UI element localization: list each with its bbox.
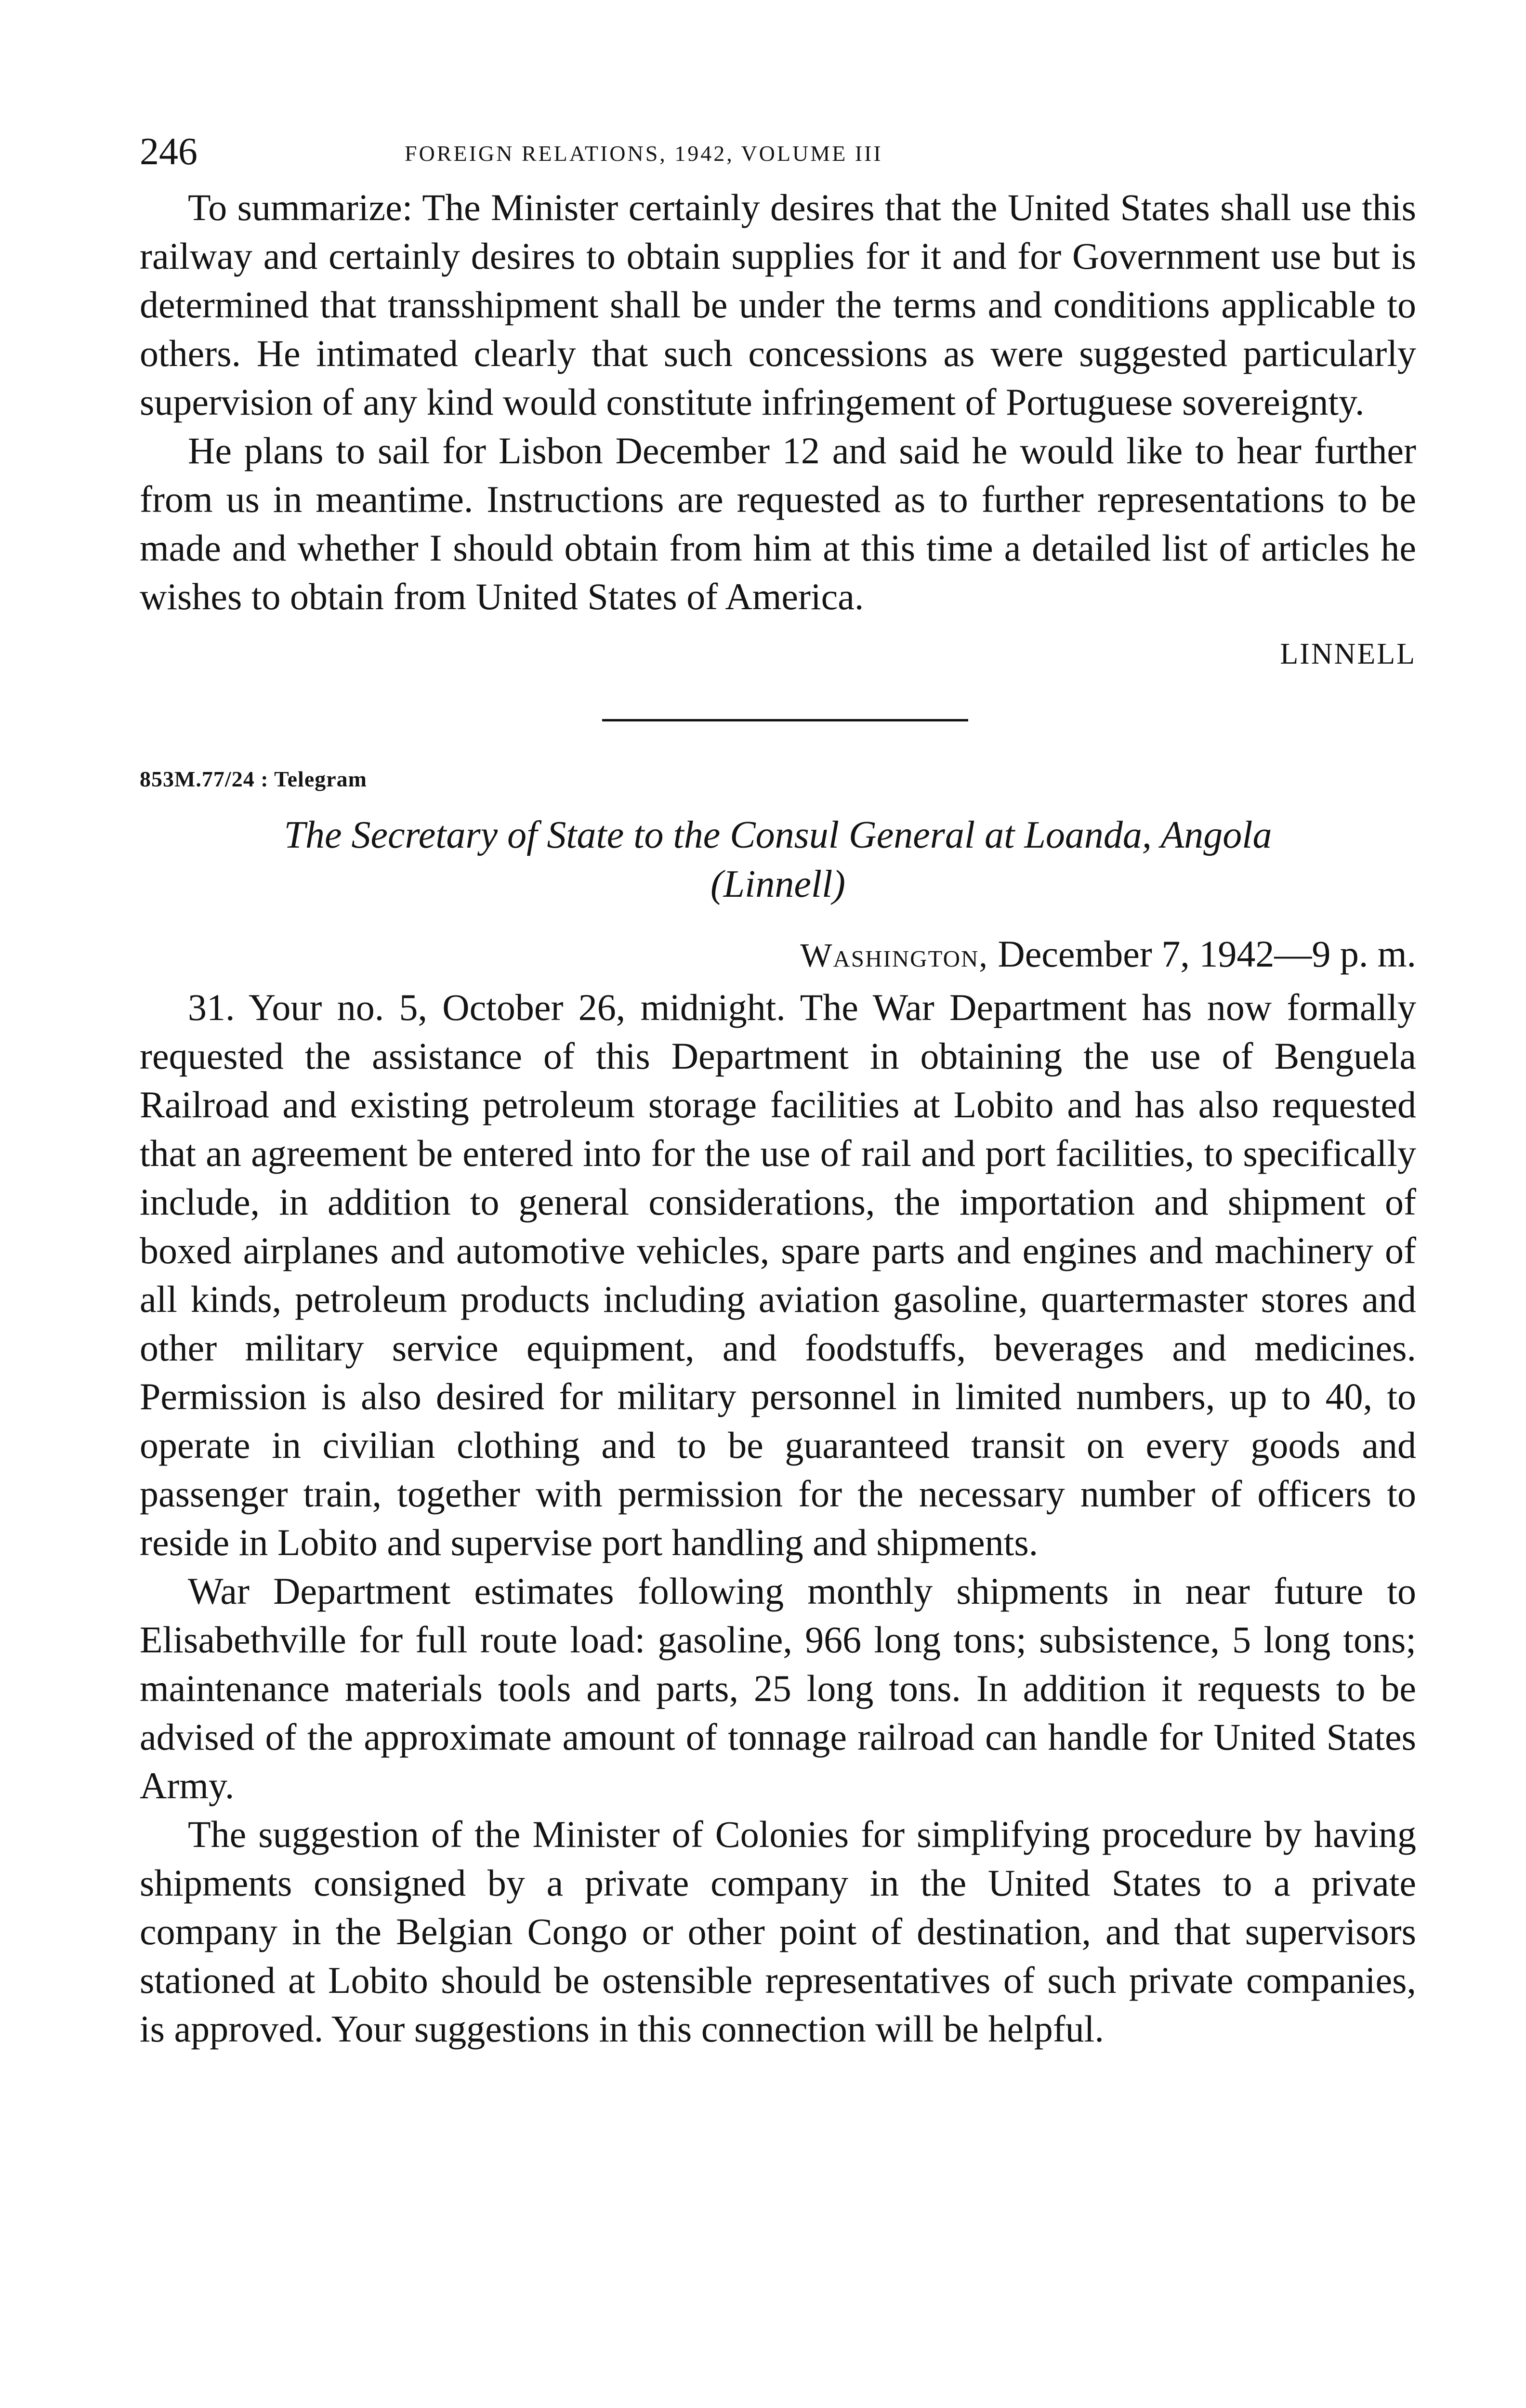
file-reference: 853M.77/24 : Telegram xyxy=(140,767,367,791)
volume-title: FOREIGN RELATIONS, 1942, VOLUME III xyxy=(405,141,883,166)
body-paragraph: He plans to sail for Lisbon December 12 and said he would like to hear further from us in meantime. Instructions are requested as to further representations to be made and whether I should obtain from him at this time a detailed list of articles he wishes to obtain from United States of America. xyxy=(140,430,1416,617)
dateline-date: December 7, 1942—9 p. m. xyxy=(998,933,1416,975)
dateline xyxy=(140,930,1416,980)
document-title-line: The Secretary of State to the Consul General at Loanda, Angola xyxy=(284,814,1272,856)
body-paragraph: The suggestion of the Minister of Colonies for simplifying procedure by having shipments consigned by a private company in the United States to a private company in the Belgian Congo or other point of destination, and that supervisors stationed at Lobito should be ostensible representatives of such private companies, is approved. Your suggestions in this connection will be helpful. xyxy=(140,1813,1416,2050)
document-page xyxy=(140,130,1416,2408)
signature: LINNELL xyxy=(1280,638,1416,670)
page-number: 246 xyxy=(140,131,197,173)
body-paragraph: To summarize: The Minister certainly desires that the United States shall use this railway and certainly desires to obtain supplies for it and for Government use but is determined that transshipment shall be under the terms and conditions applicable to others. He intimated clearly that such concessions as were suggested particularly supervision of any kind would constitute infringement of Portuguese sovereignty. xyxy=(140,186,1416,423)
document-title-line: (Linnell) xyxy=(710,863,845,905)
running-head xyxy=(140,130,1416,183)
body-paragraph: War Department estimates following monthly shipments in near future to Elisabethville for full route load: gasoline, 966 long tons; subsistence, 5 long tons; maintenance materials tools and parts, 25 long tons. In addition it requests to be advised of the approximate amount of tonnage railroad can handle for United States Army. xyxy=(140,1570,1416,1806)
body-paragraph: 31. Your no. 5, October 26, midnight. The War Department has now formally requested the assistance of this Department in obtaining the use of Benguela Railroad and existing petroleum storage facilities at Lobito and has also requested that an agreement be entered into for the use of rail and port facilities, to specifically include, in addition to general considerations, the importation and shipment of boxed airplanes and automotive vehicles, spare parts and engines and machinery of all kinds, petroleum products including aviation gasoline, quartermaster stores and other military service equipment, and foodstuffs, beverages and medicines. Permission is also desired for military personnel in limited numbers, up to 40, to operate in civilian clothing and to be guaranteed transit on every goods and passenger train, together with permission for the necessary number of officers to reside in Lobito and supervise port handling and shipments. xyxy=(140,986,1416,1563)
dateline-place: Washington, xyxy=(800,937,988,974)
document-title xyxy=(140,811,1416,909)
section-divider xyxy=(602,719,968,721)
